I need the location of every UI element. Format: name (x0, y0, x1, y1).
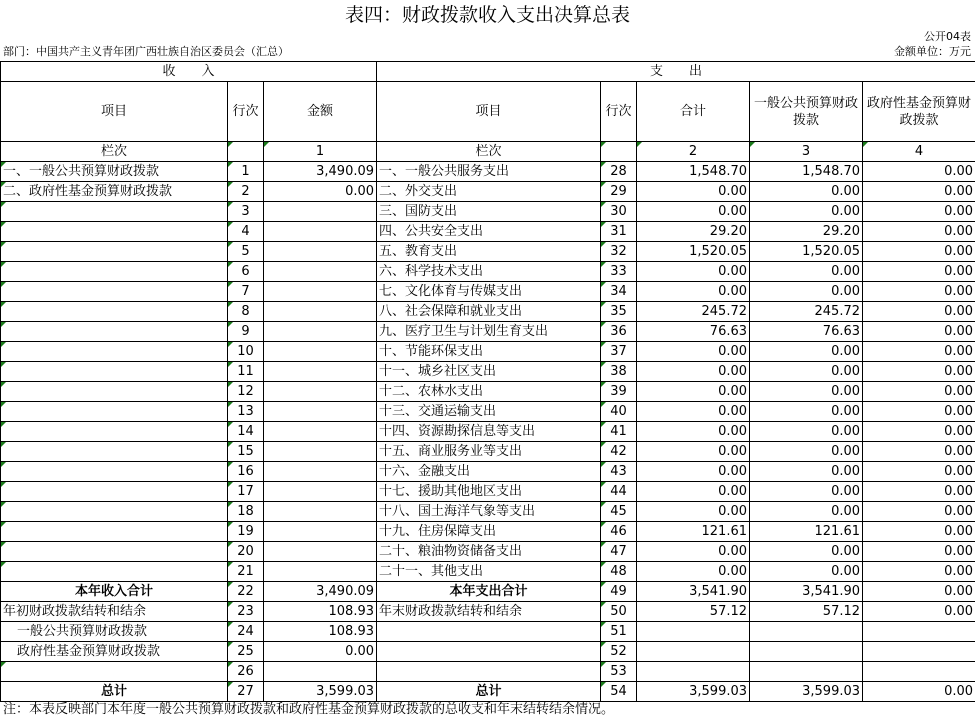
expense-general: 3,541.90 (750, 582, 863, 602)
expense-total: 0.00 (637, 342, 750, 362)
expense-line: 38 (601, 362, 637, 382)
income-line: 18 (228, 502, 264, 522)
expense-line: 33 (601, 262, 637, 282)
table-code: 公开04表 (924, 30, 971, 43)
table-row (1, 202, 975, 222)
header-fund: 政府性基金预算财政拨款 (863, 82, 975, 142)
expense-total: 0.00 (637, 422, 750, 442)
income-amount (264, 462, 377, 482)
expense-total: 1,520.05 (637, 242, 750, 262)
income-amount (264, 242, 377, 262)
income-amount (264, 422, 377, 442)
income-amount (264, 402, 377, 422)
table-row (1, 522, 975, 542)
income-line: 16 (228, 462, 264, 482)
income-line: 26 (228, 662, 264, 682)
income-item (1, 462, 228, 482)
expense-total: 0.00 (637, 542, 750, 562)
expense-item: 十五、商业服务业等支出 (377, 442, 601, 462)
expense-item: 四、公共安全支出 (377, 222, 601, 242)
expense-fund: 0.00 (863, 162, 975, 182)
table-row (1, 622, 975, 642)
income-amount (264, 322, 377, 342)
income-line: 17 (228, 482, 264, 502)
income-line: 13 (228, 402, 264, 422)
expense-line: 31 (601, 222, 637, 242)
income-amount: 0.00 (264, 182, 377, 202)
expense-line: 44 (601, 482, 637, 502)
expense-item: 二、外交支出 (377, 182, 601, 202)
income-line: 21 (228, 562, 264, 582)
expense-total: 1,548.70 (637, 162, 750, 182)
income-line: 24 (228, 622, 264, 642)
col-number-2: 2 (637, 142, 750, 162)
expense-total (637, 642, 750, 662)
expense-line: 41 (601, 422, 637, 442)
department-label: 部门：中国共产主义青年团广西壮族自治区委员会（汇总） (3, 45, 289, 58)
expense-item: 五、教育支出 (377, 242, 601, 262)
income-line: 19 (228, 522, 264, 542)
expense-total: 0.00 (637, 462, 750, 482)
expense-item: 一、一般公共服务支出 (377, 162, 601, 182)
table-row (1, 662, 975, 682)
income-item (1, 562, 228, 582)
expense-item: 十、节能环保支出 (377, 342, 601, 362)
expense-item (377, 622, 601, 642)
expense-fund: 0.00 (863, 682, 975, 702)
table-row (1, 342, 975, 362)
income-item (1, 202, 228, 222)
col-label-expense: 栏次 (377, 142, 601, 162)
income-line: 15 (228, 442, 264, 462)
expense-fund: 0.00 (863, 442, 975, 462)
table-row (1, 482, 975, 502)
expense-fund: 0.00 (863, 602, 975, 622)
expense-item: 十九、住房保障支出 (377, 522, 601, 542)
income-line: 7 (228, 282, 264, 302)
col-blank-income (228, 142, 264, 162)
income-line: 4 (228, 222, 264, 242)
expense-general: 0.00 (750, 202, 863, 222)
table-row (1, 682, 975, 702)
income-amount (264, 442, 377, 462)
expense-line: 30 (601, 202, 637, 222)
table-row (1, 362, 975, 382)
expense-general: 0.00 (750, 362, 863, 382)
income-amount (264, 482, 377, 502)
expense-item: 总计 (377, 682, 601, 702)
income-line: 1 (228, 162, 264, 182)
expense-line: 42 (601, 442, 637, 462)
footnote: 注：本表反映部门本年度一般公共预算财政拨款和政府性基金预算财政拨款的总收支和年末结转结余情况。 (3, 702, 615, 717)
expense-item: 十八、国土海洋气象等支出 (377, 502, 601, 522)
income-amount (264, 342, 377, 362)
expense-general: 76.63 (750, 322, 863, 342)
expense-item: 年末财政拨款结转和结余 (377, 602, 601, 622)
expense-fund: 0.00 (863, 262, 975, 282)
expense-general: 57.12 (750, 602, 863, 622)
expense-fund: 0.00 (863, 282, 975, 302)
expense-fund: 0.00 (863, 582, 975, 602)
expense-general (750, 662, 863, 682)
income-amount (264, 502, 377, 522)
expense-fund (863, 642, 975, 662)
table-row (1, 222, 975, 242)
expense-general: 1,520.05 (750, 242, 863, 262)
table-row (1, 502, 975, 522)
income-item (1, 422, 228, 442)
expense-general: 0.00 (750, 342, 863, 362)
income-item (1, 542, 228, 562)
income-item (1, 482, 228, 502)
income-amount: 3,599.03 (264, 682, 377, 702)
income-item: 年初财政拨款结转和结余 (1, 602, 228, 622)
expense-section: 支 出 (377, 62, 975, 82)
income-item: 二、政府性基金预算财政拨款 (1, 182, 228, 202)
income-amount (264, 522, 377, 542)
income-item (1, 242, 228, 262)
income-amount (264, 362, 377, 382)
expense-item: 十一、城乡社区支出 (377, 362, 601, 382)
income-item: 政府性基金预算财政拨款 (1, 642, 228, 662)
income-item (1, 442, 228, 462)
table-row (1, 462, 975, 482)
expense-line: 47 (601, 542, 637, 562)
income-item (1, 262, 228, 282)
col-label-income: 栏次 (1, 142, 228, 162)
table-row (1, 162, 975, 182)
expense-general: 0.00 (750, 422, 863, 442)
expense-item: 十六、金融支出 (377, 462, 601, 482)
expense-general: 29.20 (750, 222, 863, 242)
expense-total: 0.00 (637, 182, 750, 202)
income-amount: 3,490.09 (264, 162, 377, 182)
expense-line: 50 (601, 602, 637, 622)
expense-line: 37 (601, 342, 637, 362)
expense-fund: 0.00 (863, 362, 975, 382)
expense-total: 76.63 (637, 322, 750, 342)
expense-item: 二十一、其他支出 (377, 562, 601, 582)
income-amount (264, 202, 377, 222)
expense-item: 八、社会保障和就业支出 (377, 302, 601, 322)
header-expense-item: 项目 (377, 82, 601, 142)
income-amount: 0.00 (264, 642, 377, 662)
income-line: 25 (228, 642, 264, 662)
expense-total: 0.00 (637, 382, 750, 402)
expense-item: 十四、资源勘探信息等支出 (377, 422, 601, 442)
expense-general: 245.72 (750, 302, 863, 322)
income-item (1, 502, 228, 522)
expense-general (750, 642, 863, 662)
table-row (1, 302, 975, 322)
expense-fund: 0.00 (863, 302, 975, 322)
expense-item: 三、国防支出 (377, 202, 601, 222)
expense-general: 0.00 (750, 502, 863, 522)
table-row (1, 542, 975, 562)
income-amount: 108.93 (264, 622, 377, 642)
expense-line: 39 (601, 382, 637, 402)
expense-total: 121.61 (637, 522, 750, 542)
unit-label: 金额单位：万元 (894, 45, 971, 58)
expense-line: 49 (601, 582, 637, 602)
expense-total: 0.00 (637, 362, 750, 382)
income-amount (264, 262, 377, 282)
expense-general: 0.00 (750, 542, 863, 562)
income-item (1, 282, 228, 302)
income-line: 6 (228, 262, 264, 282)
income-line: 9 (228, 322, 264, 342)
table-row (1, 382, 975, 402)
income-amount (264, 542, 377, 562)
expense-general: 1,548.70 (750, 162, 863, 182)
expense-fund: 0.00 (863, 342, 975, 362)
expense-line: 51 (601, 622, 637, 642)
table-row (1, 182, 975, 202)
income-item (1, 382, 228, 402)
expense-total: 0.00 (637, 442, 750, 462)
expense-fund: 0.00 (863, 322, 975, 342)
header-income-item: 项目 (1, 82, 228, 142)
expense-total (637, 662, 750, 682)
expense-general: 0.00 (750, 402, 863, 422)
expense-total: 0.00 (637, 562, 750, 582)
expense-general: 0.00 (750, 282, 863, 302)
expense-total: 0.00 (637, 402, 750, 422)
expense-fund (863, 622, 975, 642)
expense-general: 3,599.03 (750, 682, 863, 702)
income-item: 一般公共预算财政拨款 (1, 622, 228, 642)
income-item (1, 302, 228, 322)
income-line: 3 (228, 202, 264, 222)
income-line: 11 (228, 362, 264, 382)
column-header-row (1, 82, 975, 142)
col-number-3: 3 (750, 142, 863, 162)
expense-fund: 0.00 (863, 462, 975, 482)
expense-general: 0.00 (750, 442, 863, 462)
income-item (1, 222, 228, 242)
table-row (1, 562, 975, 582)
expense-general: 0.00 (750, 462, 863, 482)
income-amount: 108.93 (264, 602, 377, 622)
expense-line: 48 (601, 562, 637, 582)
expense-item: 七、文化体育与传媒支出 (377, 282, 601, 302)
expense-fund: 0.00 (863, 222, 975, 242)
header-expense-line: 行次 (601, 82, 637, 142)
budget-table (0, 61, 975, 702)
expense-item (377, 662, 601, 682)
expense-line: 36 (601, 322, 637, 342)
expense-line: 52 (601, 642, 637, 662)
expense-line: 32 (601, 242, 637, 262)
expense-total: 57.12 (637, 602, 750, 622)
table-row (1, 282, 975, 302)
income-item: 本年收入合计 (1, 582, 228, 602)
income-amount (264, 222, 377, 242)
table-row (1, 602, 975, 622)
expense-line: 46 (601, 522, 637, 542)
income-line: 27 (228, 682, 264, 702)
expense-general: 0.00 (750, 482, 863, 502)
column-number-row (1, 142, 975, 162)
income-line: 20 (228, 542, 264, 562)
expense-general: 0.00 (750, 182, 863, 202)
col-blank-expense (601, 142, 637, 162)
expense-line: 35 (601, 302, 637, 322)
income-line: 10 (228, 342, 264, 362)
expense-line: 43 (601, 462, 637, 482)
income-amount (264, 302, 377, 322)
expense-general (750, 622, 863, 642)
income-item (1, 322, 228, 342)
expense-item: 六、科学技术支出 (377, 262, 601, 282)
header-general: 一般公共预算财政拨款 (750, 82, 863, 142)
header-total: 合计 (637, 82, 750, 142)
expense-total: 0.00 (637, 502, 750, 522)
table-row (1, 262, 975, 282)
expense-fund: 0.00 (863, 502, 975, 522)
expense-total: 0.00 (637, 262, 750, 282)
table-row (1, 442, 975, 462)
expense-general: 0.00 (750, 382, 863, 402)
expense-line: 45 (601, 502, 637, 522)
expense-item: 十七、援助其他地区支出 (377, 482, 601, 502)
expense-item: 二十、粮油物资储备支出 (377, 542, 601, 562)
expense-fund: 0.00 (863, 562, 975, 582)
income-section: 收 入 (1, 62, 377, 82)
expense-item: 十三、交通运输支出 (377, 402, 601, 422)
expense-item (377, 642, 601, 662)
expense-line: 54 (601, 682, 637, 702)
table-row (1, 642, 975, 662)
income-amount (264, 662, 377, 682)
expense-total: 0.00 (637, 282, 750, 302)
expense-total: 3,541.90 (637, 582, 750, 602)
income-line: 2 (228, 182, 264, 202)
table-row (1, 582, 975, 602)
income-line: 5 (228, 242, 264, 262)
income-item (1, 342, 228, 362)
income-item (1, 402, 228, 422)
expense-fund: 0.00 (863, 182, 975, 202)
expense-line: 29 (601, 182, 637, 202)
expense-fund: 0.00 (863, 542, 975, 562)
expense-general: 121.61 (750, 522, 863, 542)
income-item (1, 662, 228, 682)
expense-fund: 0.00 (863, 242, 975, 262)
page-title: 表四：财政拨款收入支出决算总表 (344, 4, 630, 26)
income-line: 8 (228, 302, 264, 322)
expense-fund (863, 662, 975, 682)
expense-total: 245.72 (637, 302, 750, 322)
section-header-row (1, 62, 975, 82)
expense-general: 0.00 (750, 262, 863, 282)
expense-line: 53 (601, 662, 637, 682)
expense-total (637, 622, 750, 642)
expense-line: 40 (601, 402, 637, 422)
expense-fund: 0.00 (863, 422, 975, 442)
income-item: 总计 (1, 682, 228, 702)
header-income-line: 行次 (228, 82, 264, 142)
income-item (1, 522, 228, 542)
expense-item: 九、医疗卫生与计划生育支出 (377, 322, 601, 342)
expense-line: 34 (601, 282, 637, 302)
expense-fund: 0.00 (863, 402, 975, 422)
income-line: 23 (228, 602, 264, 622)
expense-fund: 0.00 (863, 482, 975, 502)
expense-total: 3,599.03 (637, 682, 750, 702)
expense-fund: 0.00 (863, 202, 975, 222)
income-amount (264, 562, 377, 582)
income-line: 14 (228, 422, 264, 442)
income-item (1, 362, 228, 382)
header-income-amount: 金额 (264, 82, 377, 142)
income-amount (264, 382, 377, 402)
table-row (1, 242, 975, 262)
income-amount (264, 282, 377, 302)
table-row (1, 322, 975, 342)
table-row (1, 402, 975, 422)
income-line: 22 (228, 582, 264, 602)
expense-general: 0.00 (750, 562, 863, 582)
expense-item: 十二、农林水支出 (377, 382, 601, 402)
expense-total: 0.00 (637, 202, 750, 222)
table-row (1, 422, 975, 442)
income-line: 12 (228, 382, 264, 402)
expense-item: 本年支出合计 (377, 582, 601, 602)
income-item: 一、一般公共预算财政拨款 (1, 162, 228, 182)
income-amount: 3,490.09 (264, 582, 377, 602)
expense-fund: 0.00 (863, 522, 975, 542)
col-number-1: 1 (264, 142, 377, 162)
expense-fund: 0.00 (863, 382, 975, 402)
col-number-4: 4 (863, 142, 975, 162)
expense-line: 28 (601, 162, 637, 182)
expense-total: 0.00 (637, 482, 750, 502)
expense-total: 29.20 (637, 222, 750, 242)
